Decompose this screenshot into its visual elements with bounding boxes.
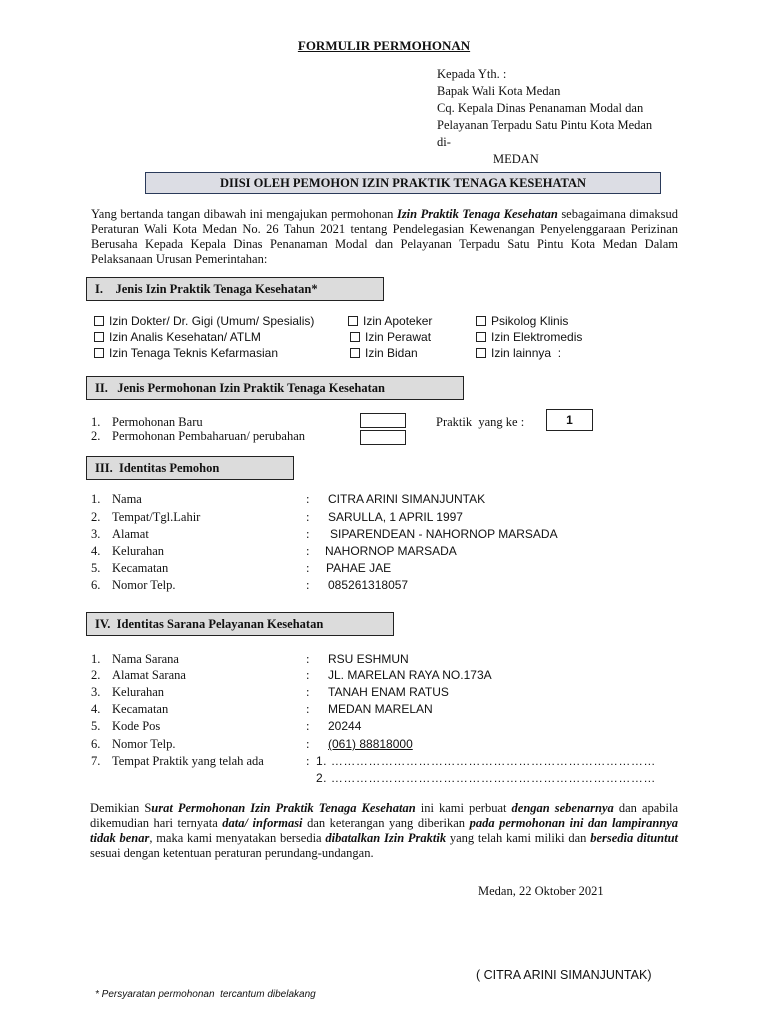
recipient-block (437, 66, 652, 168)
item-number: 1. (91, 492, 101, 506)
colon: : (306, 702, 310, 716)
checkbox[interactable] (94, 316, 104, 326)
item-value: 085261318057 (328, 578, 409, 592)
option-analis[interactable] (94, 330, 261, 344)
colon: : (306, 510, 310, 524)
option-label: Izin Elektromedis (491, 330, 583, 344)
closing-emphasis: data/ informasi (222, 816, 303, 830)
option-apoteker[interactable] (348, 314, 432, 328)
closing-text: ini kami perbuat (415, 801, 512, 815)
intro-text: sebagaimana dimaksud Peraturan Wali Kota Medan No. 26 Tahun 2021 tentang Pendelegasian Kewenangan Penyelenggaraan Perizinan Berusaha Kepada Kepala Dinas Penanaman Modal dan Pelayanan Terpadu Satu Pintu Kota Medan Dalam Pelaksanaan Urusan Pemerintahan: (91, 207, 679, 266)
item-number: 7. (91, 754, 101, 768)
checkbox[interactable] (94, 332, 104, 342)
item-number: 3. (91, 527, 101, 541)
item-value: SARULLA, 1 APRIL 1997 (328, 510, 463, 524)
option-perawat[interactable] (350, 330, 431, 344)
closing-emphasis: bersedia dituntut (590, 831, 678, 845)
renewal-application-box[interactable] (360, 430, 406, 445)
item-value: JL. MARELAN RAYA NO.173A (328, 668, 492, 682)
colon: : (306, 719, 310, 733)
colon: : (306, 685, 310, 699)
footnote: * Persyaratan permohonan tercantum dibelakang (95, 989, 316, 1000)
recipient-line: di- (437, 135, 451, 149)
colon: : (306, 527, 310, 541)
closing-text: Demikian S (90, 801, 152, 815)
colon: : (306, 668, 310, 682)
item-value: RSU ESHMUN (328, 652, 409, 666)
option-label: Izin Perawat (365, 330, 432, 344)
intro-paragraph (91, 207, 678, 267)
option-farmasi[interactable] (94, 346, 278, 360)
item-label: Nama (112, 492, 142, 506)
option-psikolog[interactable] (476, 314, 568, 328)
item-number: 2. (91, 429, 101, 443)
closing-emphasis: pada permohonan ini dan lampirannya tidak benar (90, 816, 679, 845)
item-label: Nomor Telp. (112, 737, 176, 751)
item-number: 3. (91, 685, 101, 699)
checkbox[interactable] (476, 332, 486, 342)
item-label: Kecamatan (112, 702, 169, 716)
section-4-heading: IV. Identitas Sarana Pelayanan Kesehatan (86, 612, 394, 636)
page-title: FORMULIR PERMOHONAN (297, 38, 471, 53)
item-value: 20244 (328, 719, 362, 733)
recipient-city: MEDAN (493, 152, 539, 166)
recipient-line: Cq. Kepala Dinas Penanaman Modal dan (437, 101, 644, 115)
checkbox[interactable] (94, 348, 104, 358)
item-number: 2. (91, 510, 101, 524)
option-label: Izin Analis Kesehatan/ ATLM (109, 330, 261, 344)
colon: : (306, 578, 310, 592)
item-label: Permohonan Pembaharuan/ perubahan (112, 429, 305, 443)
option-elektromedis[interactable] (476, 330, 582, 344)
colon: : (306, 737, 310, 751)
recipient-line: Kepada Yth. : (437, 67, 507, 81)
practice-location-line: 2. …………………………………………………………………… (316, 771, 656, 785)
praktik-label: Praktik yang ke : (436, 415, 525, 429)
item-label: Nama Sarana (112, 652, 179, 666)
item-label: Kecamatan (112, 561, 169, 575)
closing-emphasis: urat Permohonan Izin Praktik Tenaga Kesehatan (151, 801, 416, 815)
item-number: 4. (91, 702, 101, 716)
option-label: Psikolog Klinis (491, 314, 569, 328)
option-bidan[interactable] (350, 346, 418, 360)
new-application-box[interactable] (360, 413, 406, 428)
item-number: 5. (91, 561, 101, 575)
item-label: Tempat/Tgl.Lahir (112, 510, 201, 524)
item-value: TANAH ENAM RATUS (328, 685, 449, 699)
closing-emphasis: dengan sebenarnya (511, 801, 614, 815)
closing-text: , maka kami menyatakan bersedia (149, 831, 326, 845)
section-2-heading: II. Jenis Permohonan Izin Praktik Tenaga Kesehatan (86, 376, 464, 400)
option-dokter[interactable] (94, 314, 314, 328)
item-label: Kelurahan (112, 544, 165, 558)
closing-text: sesuai dengan ketentuan peraturan perundang-undangan. (90, 846, 374, 860)
item-number: 6. (91, 578, 101, 592)
checkbox[interactable] (350, 348, 360, 358)
item-label: Nomor Telp. (112, 578, 176, 592)
intro-emphasis: Izin Praktik Tenaga Kesehatan (396, 207, 558, 221)
item-number: 4. (91, 544, 101, 558)
praktik-number-box[interactable]: 1 (546, 409, 593, 431)
colon: : (306, 492, 310, 506)
item-number: 1. (91, 415, 101, 429)
item-number: 1. (91, 652, 101, 666)
checkbox[interactable] (476, 348, 486, 358)
checkbox[interactable] (348, 316, 358, 326)
checkbox[interactable] (476, 316, 486, 326)
intro-text: Yang bertanda tangan dibawah ini mengajukan permohonan (91, 207, 397, 221)
checkbox[interactable] (350, 332, 360, 342)
closing-emphasis: dibatalkan Izin Praktik (325, 831, 447, 845)
option-label: Izin Bidan (365, 346, 418, 360)
closing-paragraph (90, 801, 678, 861)
option-label: Izin Tenaga Teknis Kefarmasian (109, 346, 278, 360)
option-lainnya[interactable] (476, 346, 561, 360)
option-label: Izin Dokter/ Dr. Gigi (Umum/ Spesialis) (109, 314, 315, 328)
item-label: Tempat Praktik yang telah ada (112, 754, 264, 768)
closing-text: dan apabila dikemudian hari ternyata (90, 801, 679, 830)
item-label: Alamat (112, 527, 149, 541)
section-1-heading: I. Jenis Izin Praktik Tenaga Kesehatan* (86, 277, 384, 301)
closing-text: dan keterangan yang diberikan (302, 816, 470, 830)
item-label: Kelurahan (112, 685, 165, 699)
closing-text: yang telah kami miliki dan (446, 831, 591, 845)
colon: : (306, 652, 310, 666)
colon: : (306, 754, 310, 768)
colon: : (306, 544, 310, 558)
item-value: CITRA ARINI SIMANJUNTAK (328, 492, 486, 506)
recipient-line: Pelayanan Terpadu Satu Pintu Kota Medan (437, 118, 653, 132)
option-label: Izin Apoteker (363, 314, 433, 328)
sign-name: ( CITRA ARINI SIMANJUNTAK) (476, 968, 652, 982)
recipient-line: Bapak Wali Kota Medan (437, 84, 561, 98)
item-value: (061) 88818000 (328, 737, 413, 751)
sign-date: Medan, 22 Oktober 2021 (478, 884, 604, 898)
item-value: MEDAN MARELAN (328, 702, 433, 716)
item-value: PAHAE JAE (326, 561, 392, 575)
item-label: Kode Pos (112, 719, 161, 733)
section-3-heading: III. Identitas Pemohon (86, 456, 294, 480)
option-label: Izin lainnya : (491, 346, 562, 360)
item-value: SIPARENDEAN - NAHORNOP MARSADA (330, 527, 558, 541)
item-value: NAHORNOP MARSADA (325, 544, 457, 558)
item-number: 6. (91, 737, 101, 751)
practice-location-line: 1. …………………………………………………………………… (316, 754, 656, 768)
colon: : (306, 561, 310, 575)
item-label: Alamat Sarana (112, 668, 186, 682)
item-number: 5. (91, 719, 101, 733)
form-banner: DIISI OLEH PEMOHON IZIN PRAKTIK TENAGA KESEHATAN (145, 172, 661, 194)
item-number: 2. (91, 668, 101, 682)
item-label: Permohonan Baru (112, 415, 203, 429)
